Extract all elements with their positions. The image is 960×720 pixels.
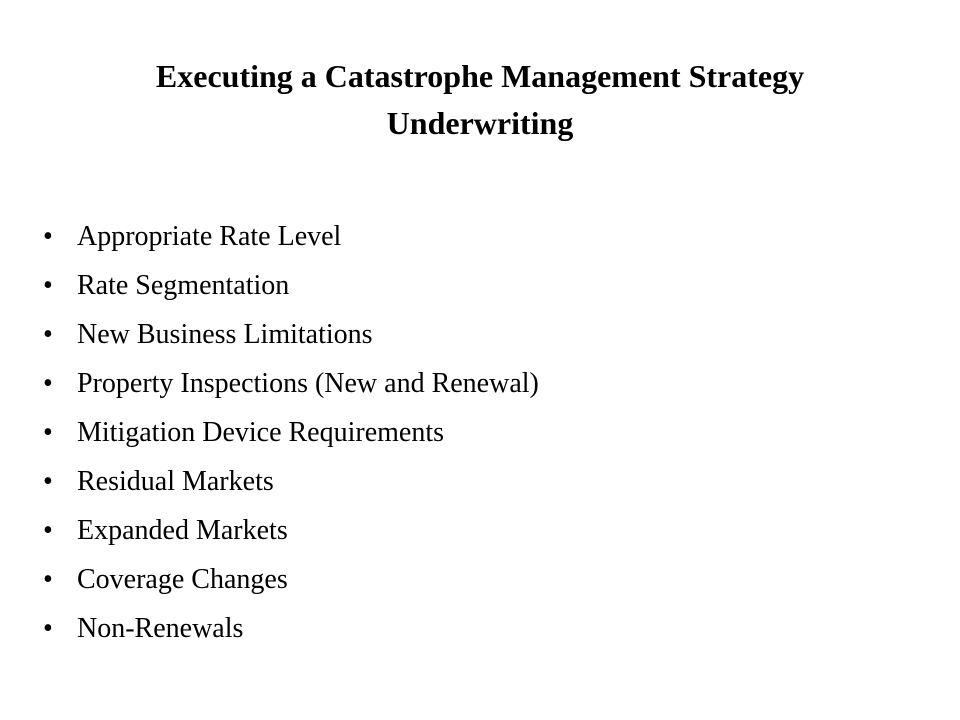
bullet-icon: • — [43, 613, 53, 644]
bullet-icon: • — [43, 221, 53, 252]
bullet-icon: • — [43, 417, 53, 448]
slide-title-line-1: Executing a Catastrophe Management Strategy — [155, 58, 805, 94]
bullet-text: Mitigation Device Requirements — [77, 417, 445, 448]
bullet-text: Coverage Changes — [77, 564, 288, 595]
bullet-text: Appropriate Rate Level — [77, 221, 342, 252]
bullet-icon: • — [43, 270, 53, 301]
bullet-text: Property Inspections (New and Renewal) — [77, 368, 539, 399]
bullet-text: New Business Limitations — [77, 319, 373, 350]
bullet-text: Rate Segmentation — [77, 270, 290, 301]
slide-title — [0, 53, 960, 147]
bullet-icon: • — [43, 564, 53, 595]
bullet-text: Non-Renewals — [77, 613, 244, 644]
bullet-icon: • — [43, 515, 53, 546]
bullet-icon: • — [43, 368, 53, 399]
bullet-text: Expanded Markets — [77, 515, 288, 546]
bullet-icon: • — [43, 319, 53, 350]
bullet-icon: • — [43, 466, 53, 497]
bullet-text: Residual Markets — [77, 466, 274, 497]
slide-title-line-2: Underwriting — [386, 105, 574, 141]
